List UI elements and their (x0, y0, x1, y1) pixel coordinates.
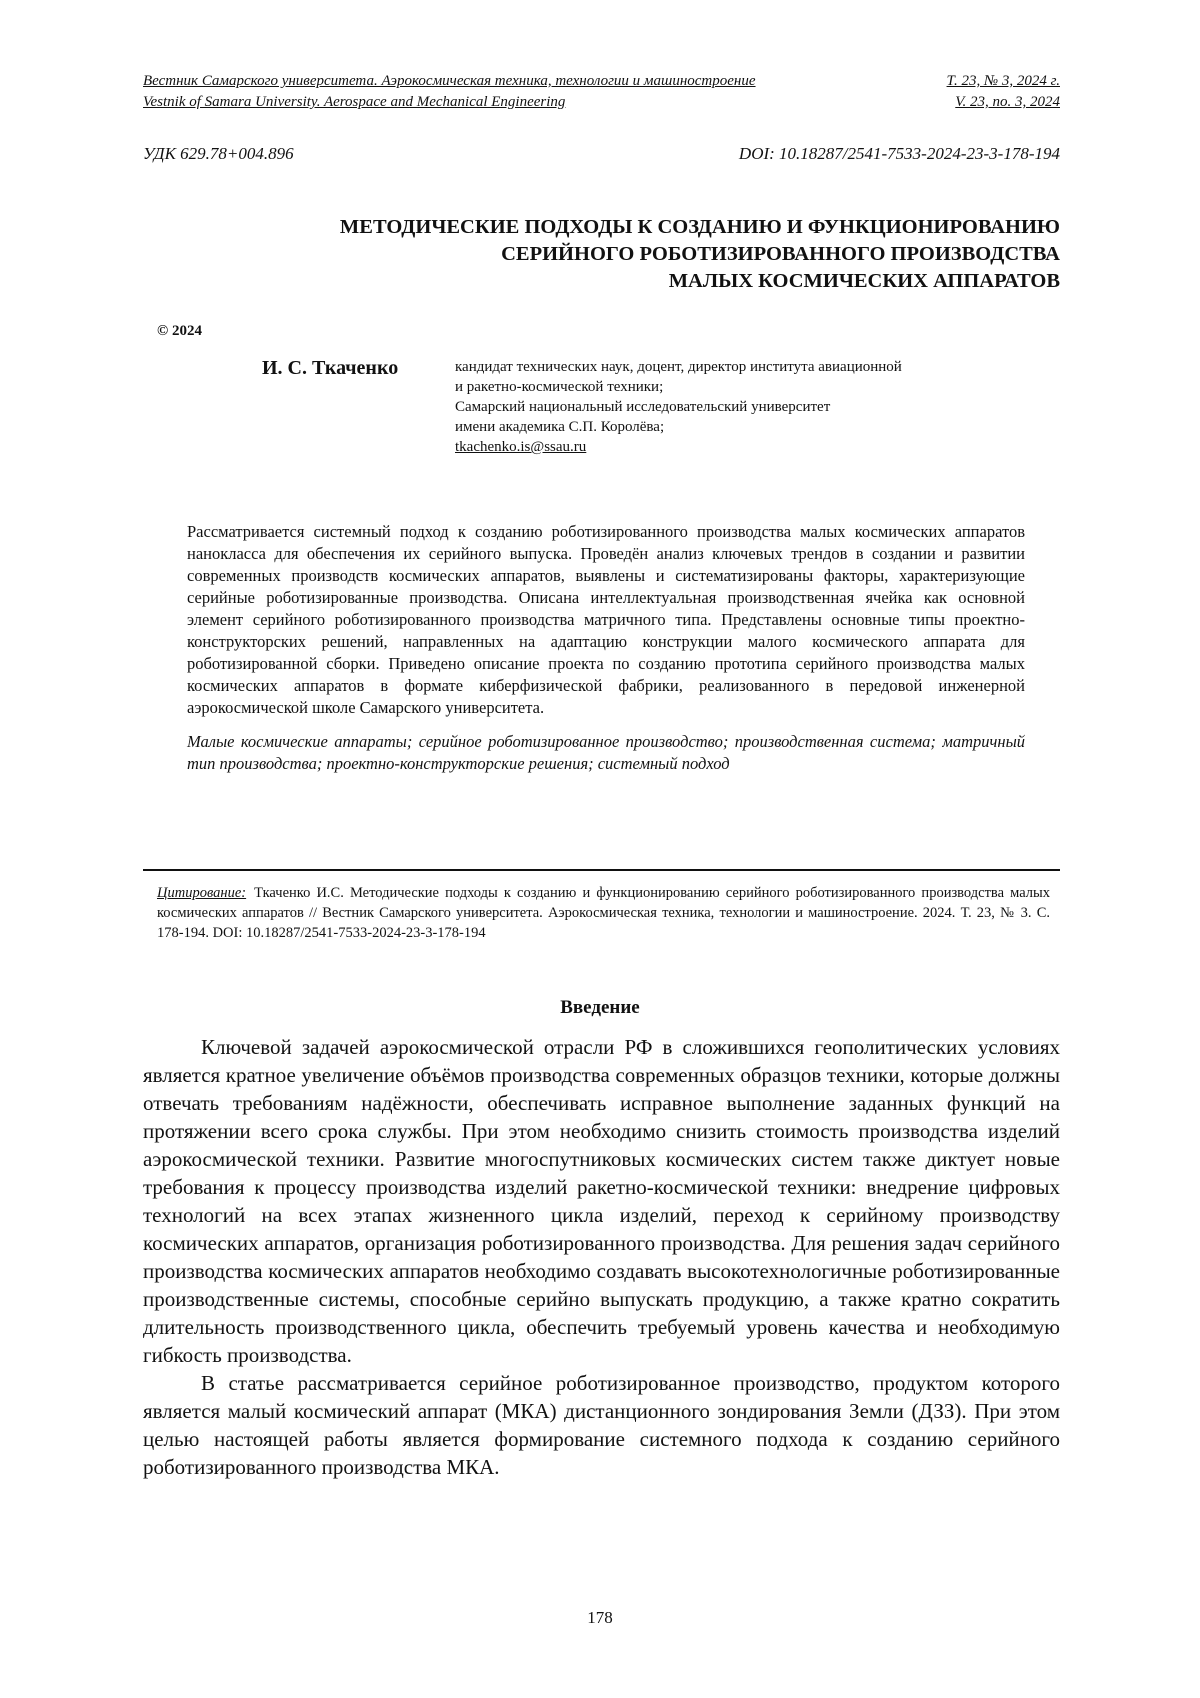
citation-block (157, 883, 1050, 943)
affiliation-line: и ракетно-космической техники; (455, 379, 664, 395)
title-line: СЕРИЙНОГО РОБОТИЗИРОВАННОГО ПРОИЗВОДСТВА (501, 243, 1060, 265)
running-header-ru (143, 72, 1060, 90)
article-title (160, 214, 1060, 295)
affiliation-line: имени академика С.П. Королёва; (455, 419, 665, 435)
author-email-link[interactable]: tkachenko.is@ssau.ru (455, 439, 587, 455)
author-name: И. С. Ткаченко (262, 357, 399, 379)
citation-label: Цитирование: (157, 885, 247, 901)
title-line: МАЛЫХ КОСМИЧЕСКИХ АППАРАТОВ (668, 270, 1060, 292)
doi: DOI: 10.18287/2541-7533-2024-23-3-178-194 (738, 144, 1060, 163)
affiliation-line: кандидат технических наук, доцент, директор института авиационной (455, 359, 902, 375)
volume-info-en: V. 23, no. 3, 2024 (955, 94, 1060, 110)
section-heading: Введение (560, 997, 640, 1018)
keywords: Малые космические аппараты; серийное роботизированное производство; производственная система; матричный тип производства; проектно-конструкторские решения; системный подход (187, 732, 1025, 773)
body-text (143, 1033, 1060, 1481)
abstract (187, 521, 1025, 775)
volume-info-ru: Т. 23, № 3, 2024 г. (946, 73, 1060, 89)
paragraph: Ключевой задачей аэрокосмической отрасли РФ в сложившихся геополитических условиях является кратное увеличение объёмов производства современных образцов техники, которые должны отвечать требованиям надёжности, обеспечивать исправное выполнение заданных функций на протяжении всего срока службы. При этом необходимо снизить стоимость производства изделий аэрокосмической техники. Развитие многоспутниковых космических систем также диктует новые требования к процессу производства изделий ракетно-космической техники: внедрение цифровых технологий на всех этапах жизненного цикла изделий, переход к серийному производству космических аппаратов, организация роботизированного производства. Для решения задач серийного производства космических аппаратов необходимо создавать высокотехнологичные роботизированные производственные системы, способные серийно выпускать продукцию, а также кратно сократить длительность производственного цикла, обеспечить требуемый уровень качества и необходимую гибкость производства. (143, 1035, 1060, 1367)
copyright: © 2024 (157, 323, 202, 339)
title-line: МЕТОДИЧЕСКИЕ ПОДХОДЫ К СОЗДАНИЮ И ФУНКЦИОНИРОВАНИЮ (339, 216, 1060, 238)
abstract-text: Рассматривается системный подход к созданию роботизированного производства малых космических аппаратов нанокласса для обеспечения их серийного выпуска. Проведён анализ ключевых трендов в создании и развитии современных производств космических аппаратов, выявлены и систематизированы факторы, характеризующие серийные роботизированные производства. Описана интеллектуальная производственная ячейка как основной элемент серийного роботизированного производства матричного типа. Представлены основные типы проектно-конструкторских решений, направленных на адаптацию конструкции малого космического аппарата для роботизированной сборки. Приведено описание проекта по созданию прототипа серийного производства малых космических аппаратов в формате киберфизической фабрики, реализованного в передовой инженерной аэрокосмической школе Самарского университета. (187, 522, 1025, 717)
citation-text: Ткаченко И.С. Методические подходы к созданию и функционированию серийного роботизированного производства малых космических аппаратов // Вестник Самарского университета. Аэрокосмическая техника, технологии и машиностроение. 2024. Т. 23, № 3. С. 178-194. DOI: 10.18287/2541-7533-2024-23-3-178-194 (157, 885, 1050, 941)
page-number: 178 (587, 1608, 613, 1627)
paragraph: В статье рассматривается серийное роботизированное производство, продуктом которого является малый космический аппарат (МКА) дистанционного зондирования Земли (ДЗЗ). При этом целью настоящей работы является формирование системного подхода к созданию серийного роботизированного производства МКА. (143, 1371, 1060, 1479)
affiliation-line: Самарский национальный исследовательский университет (455, 399, 831, 415)
journal-title-ru: Вестник Самарского университета. Аэрокосмическая техника, технологии и машиностроение (143, 73, 756, 89)
udk-code: УДК 629.78+004.896 (143, 144, 294, 163)
divider (143, 869, 1060, 871)
author-affiliation (455, 357, 1015, 457)
journal-title-en: Vestnik of Samara University. Aerospace and Mechanical Engineering (143, 94, 566, 110)
running-header-en (143, 93, 1060, 111)
